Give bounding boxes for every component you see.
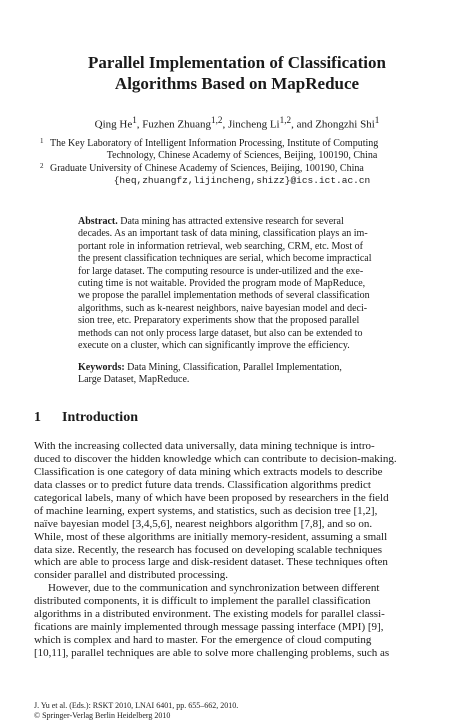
body-line: which is complex and hard to master. For the emergence of cloud computing — [34, 634, 372, 647]
body-line: naïve bayesian model [3,4,5,6], nearest neighbors algorithm [7,8], and so on. — [34, 517, 373, 530]
keywords-line — [78, 362, 398, 374]
body-line: With the increasing collected data universally, data mining technique is intro- — [34, 440, 375, 452]
abstract-line: decades. As an important task of data mining, classification plays an im- — [78, 228, 368, 240]
author-affil-marker: 1,2 — [279, 115, 292, 125]
abstract-line: sion tree, etc. Preparatory experiments show that the proposed parallel — [78, 315, 360, 327]
author-name: Fuzhen Zhuang — [142, 118, 212, 131]
body-line: of machine learning, expert systems, and statistics, such as decision tree [1,2], — [34, 504, 378, 517]
affiliation-line — [40, 138, 444, 150]
abstract-line: methods can not only process large dataset, but also can be extended to — [78, 327, 363, 339]
keywords-line: Large Dataset, MapReduce. — [78, 374, 190, 386]
body-line: While, most of these algorithms are initially memory-resident, assuming a small — [34, 530, 388, 543]
author-name: Qing He — [94, 118, 133, 131]
abstract-line: algorithms, such as k-nearest neighbors, naive bayesian model and deci- — [78, 302, 368, 314]
body-line: data size. Recently, the research has focused on developing scalable techniques — [34, 543, 383, 556]
abstract-line: execute on a cluster, which can significantly improve the efficiency. — [78, 339, 350, 351]
body-line: duced to discover the hidden knowledge which can contribute to decision-making. — [34, 452, 397, 465]
abstract-line: cuting time is not waitable. Provided the program mode of MapReduce, — [78, 277, 366, 289]
copyright-line: © Springer-Verlag Berlin Heidelberg 2010 — [34, 711, 171, 720]
abstract-line — [78, 216, 398, 228]
abstract-label: Abstract. — [78, 216, 118, 227]
author-affil-marker: 1 — [374, 115, 380, 125]
abstract-text: Data mining has attracted extensive research for several — [117, 216, 344, 227]
affiliation-marker: 1 — [40, 137, 44, 145]
affiliation-text: Technology, Chinese Academy of Sciences, Beijing, 100190, China — [106, 150, 378, 161]
keywords — [78, 362, 398, 387]
author-name: Zhongzhi Shi — [315, 118, 375, 131]
title-line: Algorithms Based on MapReduce — [114, 74, 360, 93]
affiliation-text: The Key Laboratory of Intelligent Information Processing, Institute of Computing — [50, 138, 379, 149]
author-list: Qing He$^1$, Fuzhen Zhuang$^{1,2}$, Jincheng Li$^{1,2}$, and Zhongzhi Shi$^1$ — [94, 115, 380, 131]
affiliation-line — [40, 163, 444, 175]
body-line: algorithms in a distributed environment. The existing models for parallel classi- — [34, 608, 385, 621]
author-affil-marker: 1,2 — [211, 115, 223, 125]
body-text — [34, 440, 442, 660]
abstract-line: the present classification techniques are serial, which become impractical — [78, 253, 372, 265]
body-line: Classification is one category of data mining which extracts models to describe — [34, 465, 383, 478]
body-line: [10,11], parallel techniques are able to solve more challenging problems, such as — [34, 647, 390, 659]
body-line: data classes or to predict future data trends. Classification algorithms predict — [34, 478, 371, 491]
affiliation-line — [40, 150, 444, 162]
body-line: distributed components, it is difficult to implement the parallel classification — [34, 595, 371, 608]
author-separator: , and — [291, 118, 316, 131]
abstract-line: for large dataset. The computing resource is under-utilized and the exe- — [78, 265, 364, 277]
section-title: Introduction — [62, 410, 138, 425]
body-line: fications are mainly implemented through message passing interface (MPI) [9], — [34, 621, 384, 634]
body-line: categorical labels, many of which have been proposed by researchers in the field — [34, 491, 389, 504]
section-number: 1 — [34, 410, 41, 425]
body-line: However, due to the communication and synchronization between different — [48, 582, 380, 595]
paper-title — [40, 52, 434, 94]
keywords-text: Data Mining, Classification, Parallel Implementation, — [124, 362, 342, 373]
affiliation-block — [40, 138, 444, 187]
author-affil-marker: 1 — [132, 115, 137, 125]
affiliation-text: Graduate University of Chinese Academy of Sciences, Beijing, 100190, China — [50, 163, 364, 174]
abstract — [78, 216, 398, 352]
abstract-line: portant role in information retrieval, web searching, CRM, etc. Most of — [78, 240, 363, 252]
body-line: which are able to process large and disk-resident dataset. These techniques often — [34, 556, 388, 569]
abstract-line: we propose the parallel implementation methods of several classification — [78, 290, 370, 302]
body-line: consider parallel and distributed processing. — [34, 569, 228, 582]
author-email: {heq,zhuangfz,lijincheng,shizz}@ics.ict.ac.cn — [113, 175, 371, 186]
keywords-label: Keywords: — [78, 362, 125, 373]
title-line: Parallel Implementation of Classification — [88, 53, 386, 72]
page-footer — [34, 701, 238, 721]
author-name: Jincheng Li — [227, 118, 280, 131]
section-heading — [34, 410, 138, 426]
affiliation-marker: 2 — [40, 162, 44, 170]
citation-line: J. Yu et al. (Eds.): RSKT 2010, LNAI 6401, pp. 655–662, 2010. — [34, 701, 239, 710]
